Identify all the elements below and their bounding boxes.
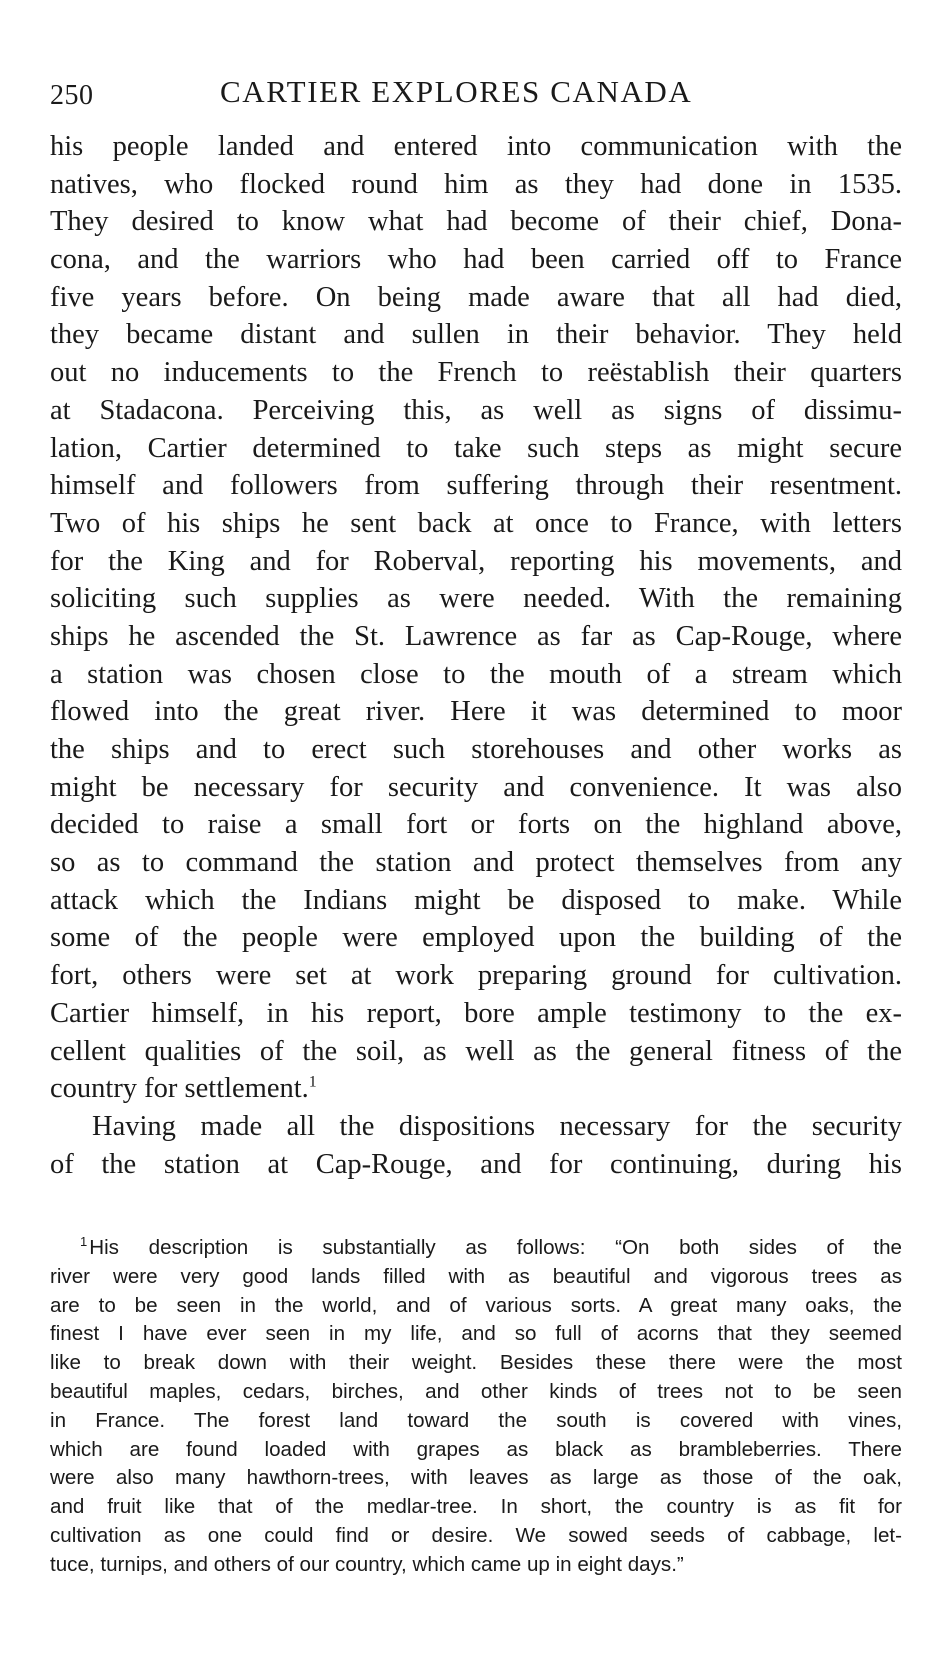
body-line-text: country for settlement. — [50, 1073, 309, 1105]
footnote-line: cultivation as one could find or desire. We sowed seeds of cabbage, let- — [50, 1523, 902, 1547]
footnote-line-text: His description is substantially as follows: “On both sides of the — [89, 1236, 902, 1259]
body-line: his people landed and entered into communication with the — [50, 131, 902, 162]
body-line: cellent qualities of the soil, as well as the general fitness of the — [50, 1035, 902, 1067]
body-line: cona, and the warriors who had been carried off to France — [50, 244, 902, 276]
body-line: decided to raise a small fort or forts on the highland above, — [50, 809, 902, 841]
footnote-first-line — [50, 1234, 902, 1263]
footnote-reference[interactable]: 1 — [308, 1073, 317, 1091]
body-line: the ships and to erect such storehouses and other works as — [50, 734, 902, 765]
body-line: a station was chosen close to the mouth of a stream which — [50, 658, 902, 690]
body-line: some of the people were employed upon the building of the — [50, 922, 902, 954]
paragraph-start-line: Having made all the dispositions necessary for the security — [92, 1110, 902, 1142]
body-line: soliciting such supplies as were needed. With the remaining — [50, 583, 902, 615]
running-head — [50, 74, 900, 118]
body-line: Cartier himself, in his report, bore ample testimony to the ex- — [50, 997, 902, 1029]
body-line: for the King and for Roberval, reporting his movements, and — [50, 545, 902, 577]
body-line: natives, who flocked round him as they had done in 1535. — [50, 168, 902, 200]
body-line: ships he ascended the St. Lawrence as far as Cap-Rouge, where — [50, 620, 902, 652]
footnote-line: which are found loaded with grapes as black as brambleberries. There — [50, 1437, 902, 1461]
body-line-with-footnote-ref — [50, 1070, 902, 1108]
body-line: of the station at Cap-Rouge, and for continuing, during his — [50, 1148, 902, 1180]
body-line: might be necessary for security and convenience. It was also — [50, 771, 902, 803]
body-line: at Stadacona. Perceiving this, as well as signs of dissimu- — [50, 394, 902, 426]
body-line: himself and followers from suffering through their resentment. — [50, 470, 902, 502]
footnote-line: tuce, turnips, and others of our country, which came up in eight days.” — [50, 1552, 684, 1576]
footnote-line: river were very good lands filled with as beautiful and vigorous trees as — [50, 1264, 902, 1288]
body-text — [50, 128, 902, 1183]
body-line: out no inducements to the French to reëstablish their quarters — [50, 357, 902, 389]
footnote — [50, 1234, 902, 1580]
body-line: flowed into the great river. Here it was determined to moor — [50, 696, 902, 728]
body-line: so as to command the station and protect themselves from any — [50, 847, 902, 879]
footnote-line: like to break down with their weight. Besides these there were the most — [50, 1351, 902, 1375]
body-line: fort, others were set at work preparing ground for cultivation. — [50, 960, 902, 992]
footnote-line: are to be seen in the world, and of various sorts. A great many oaks, the — [50, 1293, 902, 1317]
footnote-marker: 1 — [80, 1234, 88, 1250]
body-line: Two of his ships he sent back at once to France, with letters — [50, 507, 902, 539]
page-number: 250 — [50, 80, 94, 111]
footnote-line: finest I have ever seen in my life, and so full of acorns that they seemed — [50, 1322, 902, 1346]
footnote-line: were also many hawthorn-trees, with leaves as large as those of the oak, — [50, 1466, 902, 1490]
footnote-line: beautiful maples, cedars, birches, and other kinds of trees not to be seen — [50, 1379, 902, 1403]
body-line: lation, Cartier determined to take such steps as might secure — [50, 432, 902, 464]
running-title: CARTIER EXPLORES CANADA — [220, 74, 693, 109]
footnote-line: in France. The forest land toward the south is covered with vines, — [50, 1408, 902, 1432]
body-line: attack which the Indians might be disposed to make. While — [50, 884, 902, 916]
footnote-line: and fruit like that of the medlar-tree. In short, the country is as fit for — [50, 1495, 902, 1519]
body-line: five years before. On being made aware that all had died, — [50, 281, 902, 313]
body-line: They desired to know what had become of their chief, Dona- — [50, 206, 902, 238]
body-line: they became distant and sullen in their behavior. They held — [50, 319, 902, 351]
